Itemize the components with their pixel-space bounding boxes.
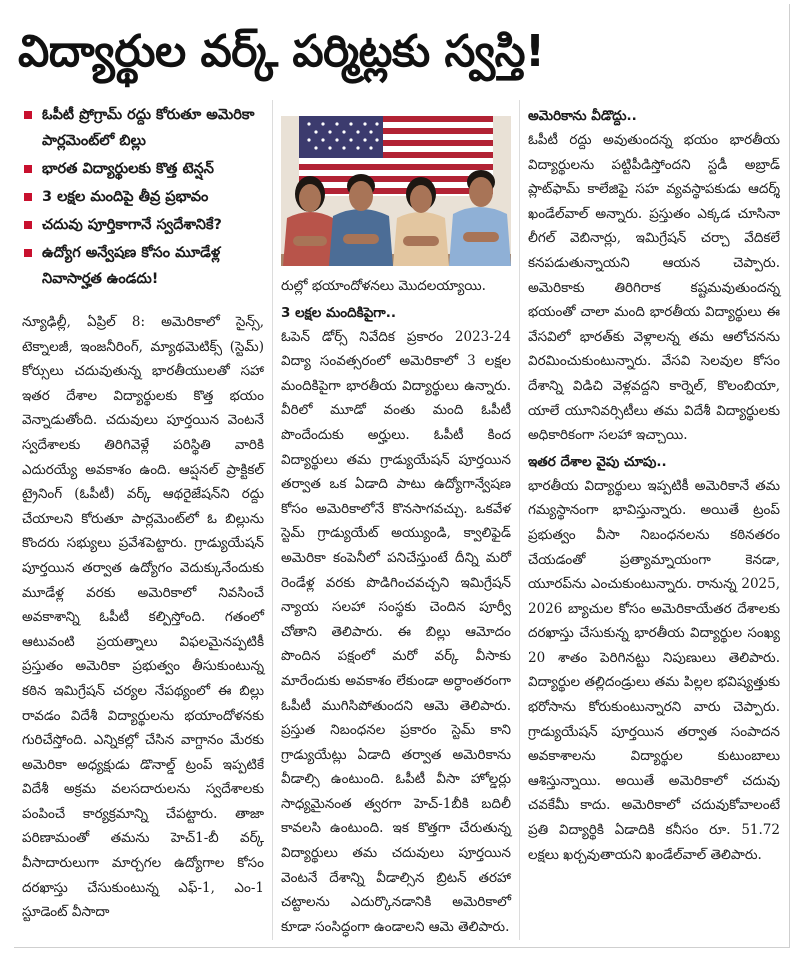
body-paragraph: రుల్లో భయాందోళనలు మొదలయ్యాయి. [281,278,486,294]
subheading: అమెరికాను వీడొద్దు.. [528,108,637,124]
bullet-square-icon [24,221,32,229]
highlights-list [22,102,264,300]
bullet-square-icon [24,165,32,173]
highlight-item: 3 లక్షల మందిపై తీవ్ర ప్రభావం [22,184,264,210]
bullet-square-icon [24,249,32,257]
column-2 [272,100,520,940]
bullet-square-icon [24,111,32,119]
photo-illustration [281,116,511,266]
bullet-square-icon [24,193,32,201]
subheading: 3 లక్షల మందికిపైగా.. [281,304,396,321]
highlight-item: భారత విద్యార్థులకు కొత్త టెన్షన్ [22,156,264,182]
body-paragraph: న్యూఢిల్లీ, ఏప్రిల్ 8: అమెరికాలో సైన్స్, టెక్నాలజీ, ఇంజనీరింగ్, మ్యాథమెటిక్స్ (స్టెమ్) కోర్సులు చదువుతున్న భారతీయులతో సహా ఇతర దేశాల విద్యార్థులకు కొత్త భయం వెన్నాడుతోంది. చదువులు పూర్తయిన వెంటనే స్వదేశాలకు తిరిగివెళ్లే పరిస్థితి వారికి ఎదురయ్యే అవకాశం ఉంది. ఆప్షనల్ ప్రాక్టికల్ ట్రైనింగ్ (ఓపీటీ) వర్క్ ఆథరైజేషన్‌ని రద్దు చేయాలని కోరుతూ పార్లమెంట్‌లో ఓ బిల్లును కొందరు సభ్యులు ప్రవేశపెట్టారు. గ్రాడ్యుయేషన్ పూర్తయిన తర్వాత ఉద్యోగం వెదుక్కునేందుకు మూడేళ్ల వరకు అమెరికాలో నివసించే అవకాశాన్ని ఓపీటీ కల్పిస్తోంది. గతంలో ఆటువంటి ప్రయత్నాలు విఫలమైనప్పటికీ ప్రస్తుతం అమెరికా ప్రభుత్వం తీసుకుంటున్న కఠిన ఇమిగ్రేషన్ చర్యల నేపథ్యంలో ఈ బిల్లు రావడం విదేశీ విద్యార్థులను భయాందోళనకు గురిచేస్తోంది. ఎన్నికల్లో చేసిన వాగ్దానం మేరకు అమెరికా అధ్యక్షుడు డొనాల్డ్ ట్రంప్ ఇప్పటికే విదేశీ అక్రమ వలసదారులను స్వదేశాలకు పంపించే కార్యక్రమాన్ని చేపట్టారు. తాజా పరిణామంతో తమను హెచ్1-బీ వర్క్ వీసాదారులుగా మార్చగల ఉద్యోగాల కోసం దరఖాస్తు చేసుకుంటున్న ఎఫ్-1, ఎం-1 స్టూడెంట్ వీసాదా [22,314,264,921]
body-paragraph: ఓపీటీ రద్దు అవుతుందన్న భయం భారతీయ విద్యార్థులను పట్టిపీడిస్తోందని స్టడీ అబ్రాడ్ ప్లాట్‌ఫామ్ కాలేజిఫై సహ వ్యవస్థాపకుడు ఆదర్శ్ ఖండేల్‌వాల్ అన్నారు. ప్రస్తుతం ఎక్కడ చూసినా లీగల్ వెబినార్లు, ఇమిగ్రేషన్ చర్చా వేదికలే కనపడుతున్నాయని ఆయన చెప్పారు. అమెరికాకు తిరిగిరాక కష్టమవుతుందన్న భయంతో చాలా మంది భారతీయ విద్యార్థులు ఈ వేసవిలో భారత్‌కు వెళ్లాలన్న తమ ఆలోచనను విరమించుకుంటున్నారు. వేసవి సెలవుల కోసం దేశాన్ని విడిచి వెళ్లవద్దని కార్నెల్, కొలంబియా, యాలే యూనివర్సిటీలు తమ విదేశీ విద్యార్థులకు అధికారికంగా సలహా ఇచ్చాయి. [528,132,780,444]
subheading: ఇతర దేశాల వైపు చూపు.. [528,453,667,470]
body-paragraph: భారతీయ విద్యార్థులు ఇప్పటికీ అమెరికానే తమ గమ్యస్థానంగా భావిస్తున్నారు. అయితే ట్రంప్ ప్రభుత్వం వీసా నిబంధనలను కఠినతరం చేయడంతో ప్రత్యామ్నాయంగా కెనడా, యూరప్‌ను ఎంచుకుంటున్నారు. రానున్న 2025, 2026 బ్యాచుల కోసం అమెరికాయేతర దేశాలకు దరఖాస్తు చేసుకున్న భారతీయ విద్యార్థుల సంఖ్య 20 శాతం పెరిగినట్టు నిపుణులు తెలిపారు. విద్యార్థుల తల్లిదండ్రులు తమ పిల్లల భవిష్యత్తుకు భరోసాను కోరుకుంటున్నారని వారు చెప్పారు. గ్రాడ్యుయేషన్ పూర్తయిన తర్వాత సంపాదన అవకాశాలను విద్యార్థుల కుటుంబాలు ఆశిస్తున్నాయి. అయితే అమెరికాలో చదువు చవకేమీ కాదు. అమెరికాలో చదువుకోవాలంటే ప్రతి విద్యార్థికి ఏడాదికి కనీసం రూ. 51.72 లక్షలు ఖర్చవుతాయని ఖండేల్‌వాల్ తెలిపారు. [528,477,780,863]
highlight-item: ఓపీటీ ప్రోగ్రామ్ రద్దు కోరుతూ అమెరికా పార్లమెంట్‌లో బిల్లు [22,102,264,154]
body-paragraph: ఓపెన్ డోర్స్ నివేదిక ప్రకారం 2023-24 విద్యా సంవత్సరంలో అమెరికాలో 3 లక్షల మందికిపైగా భారతీయ విద్యార్థులు ఉన్నారు. వీరిలో మూడో వంతు మంది ఓపీటీ పొందేందుకు అర్హులు. ఓపీటీ కింద విద్యార్థులు తమ గ్రాడ్యుయేషన్ పూర్తయిన తర్వాత ఒక ఏడాది పాటు ఉద్యోగాన్వేషణ కోసం అమెరికాలోనే కొనసాగవచ్చు. ఒకవేళ స్టెమ్ గ్రాడ్యుయేట్ అయ్యుండి, క్వాలిఫైడ్ అమెరికా కంపెనీలో పనిచేస్తుంటే దీన్ని మరో రెండేళ్ల వరకు పొడిగించవచ్చని ఇమిగ్రేషన్ న్యాయ సలహా సంస్థకు చెందిన పూర్వీ చోతాని తెలిపారు. ఈ బిల్లు ఆమోదం పొందిన పక్షంలో మరో వర్క్ వీసాకు మారేందుకు అవకాశం లేకుండా అర్ధాంతరంగా ఓపీటీ ముగిసిపోతుందని ఆమె తెలిపారు. ప్రస్తుత నిబంధనల ప్రకారం స్టెమ్ కాని గ్రాడ్యుయేట్లు ఏడాది తర్వాత అమెరికాను వీడాల్సి ఉంటుంది. ఓపీటీ వీసా హోల్డర్లు సాధ్యమైనంత త్వరగా హెచ్-1బీకి బదిలీ కావలసి ఉంటుంది. ఇక కొత్తగా చేరుతున్న విద్యార్థులు తమ చదువులు పూర్తయిన వెంటనే దేశాన్ని వీడాల్సిన బ్రిటన్ తరహా చట్టాలను ఎదుర్కొనడానికి అమెరికాలో కూడా సంసిద్ధంగా ఉండాలని ఆమె తెలిపారు. [281,328,511,935]
highlight-item: చదువు పూర్తికాగానే స్వదేశానికే? [22,212,264,238]
article-columns [14,100,789,940]
us-flag-image [299,116,493,196]
newspaper-clipping [14,4,790,948]
students-flag-photo [281,116,511,266]
headline: విద్యార్థుల వర్క్ పర్మిట్లకు స్వస్తి! [18,26,545,77]
column-3 [520,100,788,940]
column-1 [14,100,272,940]
highlight-item: ఉద్యోగ అన్వేషణ కోసం మూడేళ్ల నివాసార్హత ఉండదు! [22,240,264,292]
